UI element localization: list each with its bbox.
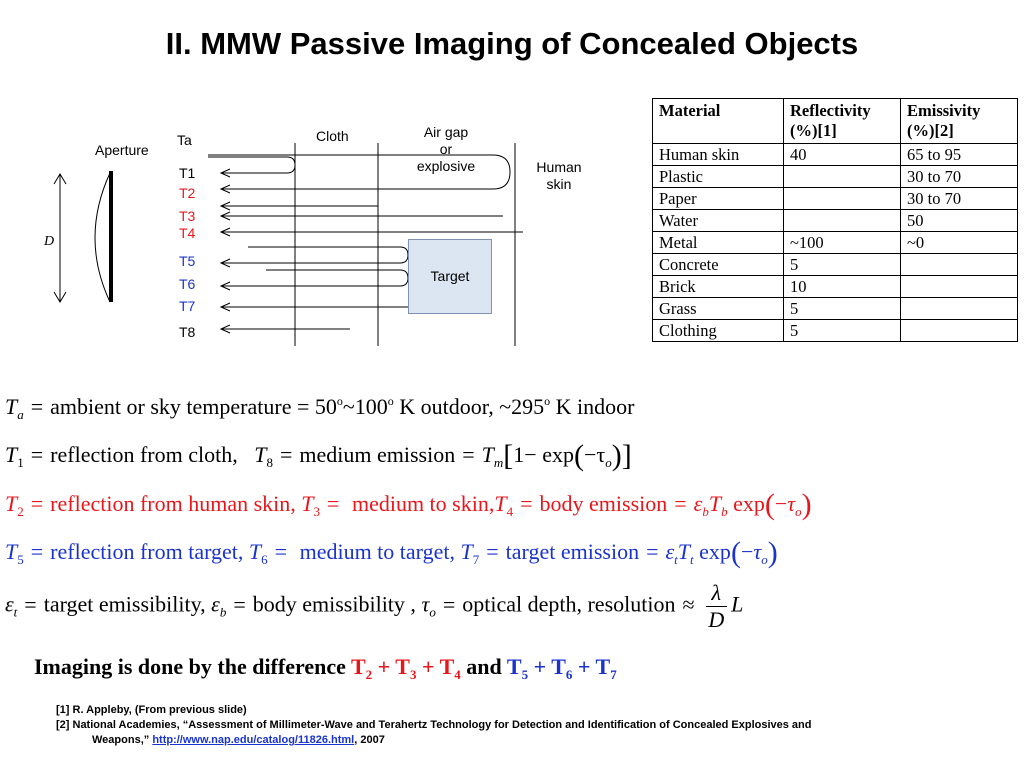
eq5-L: L: [731, 591, 744, 617]
ray-t8: [221, 325, 350, 333]
page-title: II. MMW Passive Imaging of Concealed Objects: [165, 26, 859, 61]
eq1-mid: ~100: [342, 394, 388, 419]
eq3-a: reflection from human skin,: [50, 491, 296, 516]
fraction-numerator: λ: [706, 580, 728, 607]
ray-label-t3: T3: [179, 208, 196, 224]
material-cell: Clothing: [653, 320, 784, 342]
equation-t5-t7: $T_5$ = reflection from target, $T_6$ = medium to target, $T_7$ = target emission = $\varepsilon_tT_t$ $\exp(-\tau_o)$: [5, 536, 778, 569]
reflectivity-cell: [784, 210, 901, 232]
reflectivity-cell: 5: [784, 254, 901, 276]
eq1-sub: a: [17, 407, 24, 422]
emissivity-cell: 30 to 70: [901, 166, 1018, 188]
table-row: [653, 166, 1018, 188]
eq2-d: −τ: [583, 442, 606, 467]
equation-ta: $T_a$ = ambient or sky temperature = $50^o\sim 100^o$ K outdoor, ~295$^o$ K indoor: [5, 394, 635, 422]
eq1-text: ambient or sky temperature = 50: [50, 394, 337, 419]
ray-t4: [221, 228, 523, 236]
material-cell: Concrete: [653, 254, 784, 276]
table-row: [653, 144, 1018, 166]
table-row: [653, 298, 1018, 320]
eq5-a: target emissibility,: [43, 591, 206, 617]
ray-t6: [221, 270, 408, 290]
air-gap-line1: Air gap: [423, 124, 469, 140]
summary-and: and: [466, 654, 502, 679]
ta-label: Ta: [177, 132, 192, 148]
reference-1: [1] R. Appleby, (From previous slide): [56, 704, 247, 716]
ray-label-t5: T5: [179, 253, 196, 269]
fraction-denominator: D: [708, 607, 725, 632]
equation-emissibility: $\varepsilon_t$ = target emissibility, $\varepsilon_b$ = body emissibility , $\tau_o$ = optical depth, resolution ≈ $\frac{\lambda}{D}$ L: [5, 580, 744, 632]
header-material: Material: [653, 99, 784, 144]
reference-2-end: , 2007: [354, 734, 385, 746]
eq3-b: medium to skin,: [351, 491, 495, 516]
reflectivity-cell: ~100: [784, 232, 901, 254]
reflectivity-cell: 5: [784, 298, 901, 320]
ray-t5: [221, 247, 408, 267]
ray-label-t8: T8: [179, 324, 196, 340]
reference-2: [2] National Academies, “Assessment of Millimeter-Wave and Terahertz Technology for Detection and Identification of Concealed Explosives and: [56, 719, 812, 731]
ray-t1: [208, 157, 295, 177]
eq1-end: K indoor: [550, 394, 635, 419]
emissivity-cell: 30 to 70: [901, 188, 1018, 210]
reference-2-cont: [56, 733, 812, 748]
material-cell: Grass: [653, 298, 784, 320]
material-cell: Metal: [653, 232, 784, 254]
eq3-c: body emission: [539, 491, 668, 516]
material-cell: Plastic: [653, 166, 784, 188]
reflectivity-cell: 5: [784, 320, 901, 342]
emissivity-cell: 65 to 95: [901, 144, 1018, 166]
equation-t1-t8: $T_1$ = reflection from cloth, $T_8$ = medium emission = $T_m[1- \exp(-\tau_o)]$: [5, 439, 632, 472]
reflectivity-cell: 40: [784, 144, 901, 166]
emissivity-cell: 50: [901, 210, 1018, 232]
table-header-row: [653, 99, 1018, 144]
reflectivity-cell: [784, 166, 901, 188]
table-row: [653, 254, 1018, 276]
ray-label-t6: T6: [179, 276, 196, 292]
reflectivity-cell: [784, 188, 901, 210]
eq1-lhs: T: [5, 394, 18, 419]
emissivity-cell: [901, 276, 1018, 298]
eq4-c: target emission: [505, 539, 640, 564]
table-row: [653, 188, 1018, 210]
target-box: [408, 239, 492, 314]
lens-curve: [95, 173, 110, 302]
eq1-deg: o: [336, 394, 343, 408]
eq4-a: reflection from target,: [50, 539, 244, 564]
eq2-c: 1− exp: [513, 442, 574, 467]
material-cell: Brick: [653, 276, 784, 298]
air-gap-line3: explosive: [416, 158, 476, 174]
eq2-a: reflection from cloth,: [50, 442, 238, 467]
ray-label-t1: T1: [179, 165, 196, 181]
eq3-d: exp: [733, 491, 765, 516]
ray-label-t4: T4: [179, 225, 196, 241]
summary-text: Imaging is done by the difference: [34, 654, 346, 679]
equation-t2-t4: $T_2$ = reflection from human skin, $T_3$ = medium to $skin,T_4$ = body emission = $\varepsilon_bT_b$ $\exp(-\tau_o)$: [5, 488, 812, 521]
reference-link[interactable]: http://www.nap.edu/catalog/11826.html: [152, 734, 355, 746]
eq1-deg2: o: [387, 394, 394, 408]
ray-t3: [221, 202, 503, 220]
target-label: Target: [430, 268, 470, 284]
summary-line: Imaging is done by the difference $T_2 + T_3 + T_4$ and $T_5 + T_6 + T_7$: [34, 654, 617, 682]
eq4-b: medium to target,: [299, 539, 455, 564]
ray-label-t2: T2: [179, 185, 196, 201]
material-cell: Paper: [653, 188, 784, 210]
eq5-b: body emissibility ,: [252, 591, 416, 617]
table-row: [653, 232, 1018, 254]
eq4-d: exp: [699, 539, 731, 564]
human-skin-line1: Human: [536, 159, 582, 175]
emissivity-cell: [901, 320, 1018, 342]
reference-2b: Weapons,”: [92, 734, 150, 746]
header-reflectivity: Reflectivity (%)[1]: [784, 99, 901, 144]
reflectivity-cell: 10: [784, 276, 901, 298]
eq2-b: medium emission: [299, 442, 456, 467]
references: [56, 703, 812, 748]
header-emissivity: Emissivity (%)[2]: [901, 99, 1018, 144]
human-skin-line2: skin: [546, 176, 572, 192]
d-label: D: [44, 234, 55, 249]
eq5-c: optical depth, resolution: [462, 591, 676, 617]
material-table: [652, 98, 1018, 342]
d-dimension-arrow: [54, 174, 66, 302]
eq1-deg3: o: [544, 394, 551, 408]
material-cell: Human skin: [653, 144, 784, 166]
resolution-fraction: [706, 580, 728, 633]
eq1-tail: K outdoor, ~295: [393, 394, 545, 419]
cloth-label: Cloth: [316, 128, 349, 144]
human-skin-label: [526, 159, 592, 193]
air-gap-label: [408, 124, 484, 175]
emissivity-cell: [901, 298, 1018, 320]
table-row: [653, 320, 1018, 342]
emissivity-cell: ~0: [901, 232, 1018, 254]
imaging-diagram: [38, 110, 598, 355]
material-cell: Water: [653, 210, 784, 232]
aperture-label: Aperture: [95, 142, 149, 158]
table-row: [653, 210, 1018, 232]
table-row: [653, 276, 1018, 298]
emissivity-cell: [901, 254, 1018, 276]
ray-label-t7: T7: [179, 298, 196, 314]
air-gap-line2: or: [439, 141, 453, 157]
